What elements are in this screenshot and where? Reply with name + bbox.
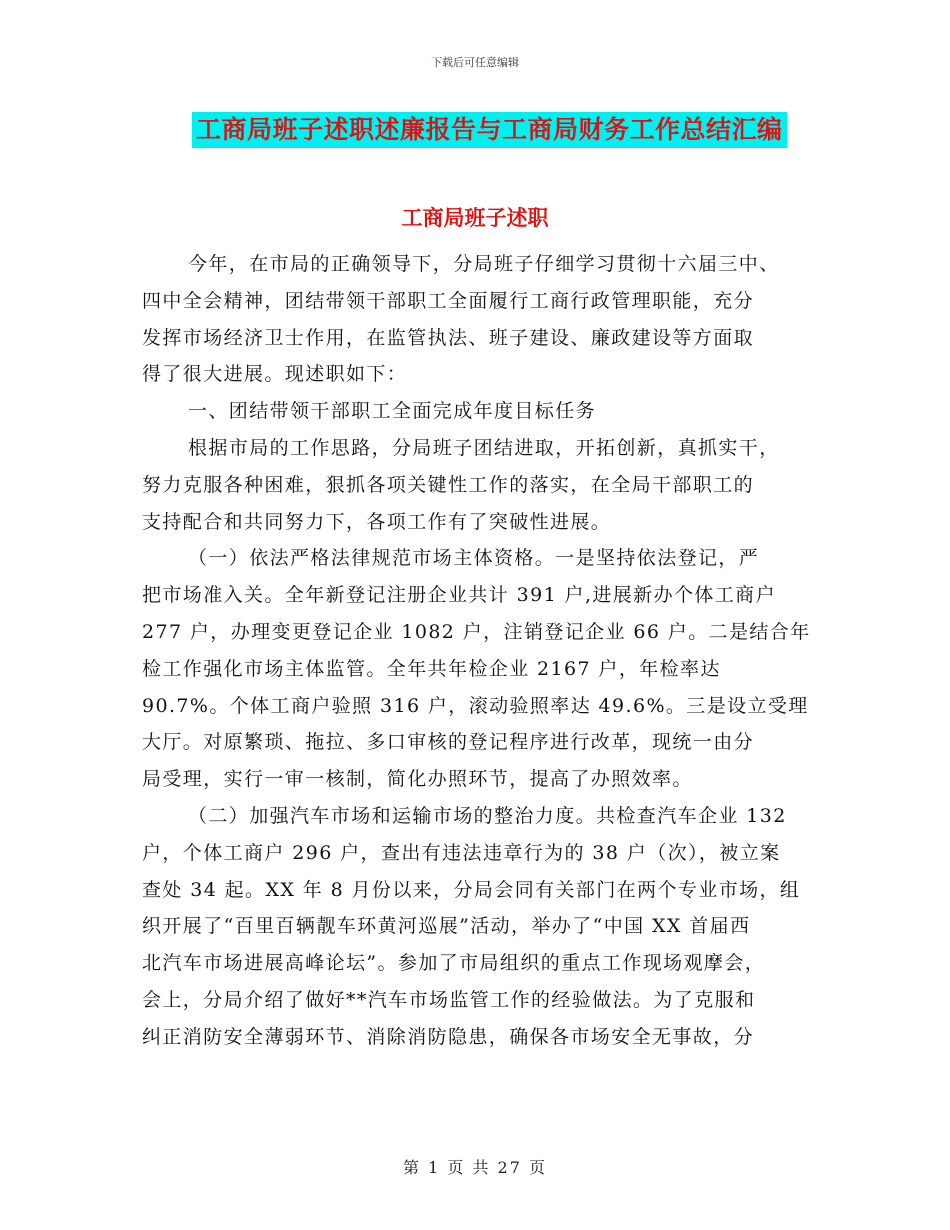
paragraph-line: 户，个体工商户 296 户，查出有违法违章行为的 38 户（次），被立案 [142,841,781,864]
paragraph-line: 大厅。对原繁琐、拖拉、多口审核的登记程序进行改革，现统一由分 [142,731,755,754]
header-note: 下载后可任意编辑 [431,56,519,69]
paragraph-line: 织开展了“百里百辆靓车环黄河巡展”活动，举办了“中国 XX 首届西 [142,915,751,938]
paragraph-line: 发挥市场经济卫士作用，在监管执法、班子建设、廉政建设等方面取 [142,326,755,349]
paragraph-line: 努力克服各种困难，狠抓各项关键性工作的落实，在全局干部职工的 [142,473,755,496]
body-text [142,246,814,1056]
paragraph-line: 四中全会精神，团结带领干部职工全面履行工商行政管理职能，充分 [142,289,755,312]
paragraph-line: 今年，在市局的正确领导下，分局班子仔细学习贯彻十六届三中、 [188,253,780,275]
paragraph-line: （一）依法严格法律规范市场主体资格。一是坚持依法登记，严 [188,547,760,570]
section-title: 工商局班子述职 [401,206,549,230]
paragraph-line: 北汽车市场进展高峰论坛”。参加了市局组织的重点工作现场观摩会， [142,952,766,975]
paragraph-line: 局受理，实行一审一核制，简化办照环节，提高了办照效率。 [142,768,693,791]
paragraph-line: 检工作强化市场主体监管。全年共年检企业 2167 户，年检率达 [142,657,721,680]
paragraph-line: 查处 34 起。XX 年 8 月份以来，分局会同有关部门在两个专业市场，组 [142,878,801,901]
paragraph-line: 90.7%。个体工商户验照 316 户，滚动验照率达 49.6%。三是设立受理 [142,694,809,717]
page-number: 第 1 页 共 27 页 [403,1158,547,1177]
paragraph-line: （二）加强汽车市场和运输市场的整治力度。共检查汽车企业 132 [188,804,787,827]
paragraph-line: 一、团结带领干部职工全面完成年度目标任务 [188,400,597,423]
paragraph-line: 根据市局的工作思路，分局班子团结进取，开拓创新，真抓实干， [188,436,780,459]
paragraph-line: 得了很大进展。现述职如下： [142,363,408,386]
paragraph-line: 纠正消防安全薄弱环节、消除消防隐患，确保各市场安全无事故，分 [142,1025,755,1048]
document-title: 工商局班子述职述廉报告与工商局财务工作总结汇编 [192,112,787,148]
paragraph-line: 支持配合和共同努力下，各项工作有了突破性进展。 [142,510,612,533]
paragraph-line: 会上，分局介绍了做好**汽车市场监管工作的经验做法。为了克服和 [142,988,756,1011]
paragraph-line: 把市场准入关。全年新登记注册企业共计 391 户,进展新办个体工商户 [142,584,776,607]
paragraph-line: 277 户，办理变更登记企业 1082 户，注销登记企业 66 户。二是结合年 [142,620,811,643]
